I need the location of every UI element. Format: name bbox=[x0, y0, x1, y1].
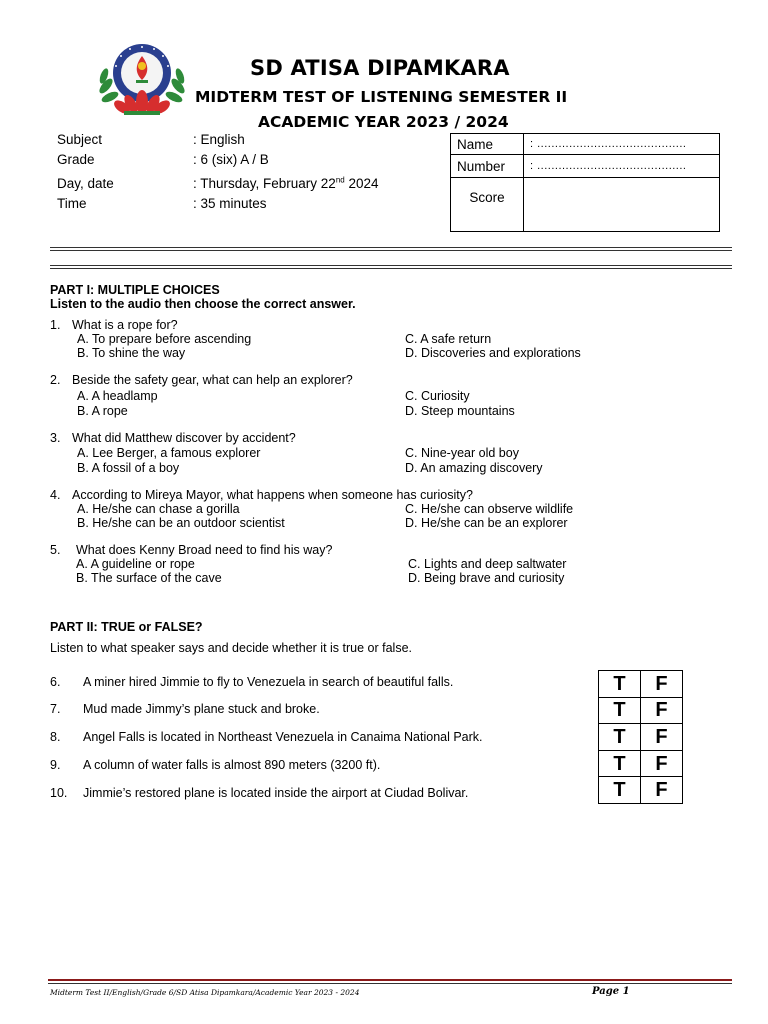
true-option[interactable]: T bbox=[599, 724, 641, 751]
option-a[interactable]: A. He/she can chase a gorilla bbox=[77, 502, 240, 516]
divider bbox=[50, 265, 732, 266]
statement-number: 6. bbox=[50, 675, 61, 689]
page-number: Page 1 bbox=[592, 986, 630, 997]
option-a[interactable]: A. Lee Berger, a famous explorer bbox=[77, 446, 261, 460]
statement-text: A miner hired Jimmie to fly to Venezuela in search of beautiful falls. bbox=[83, 675, 454, 689]
question-text: What did Matthew discover by accident? bbox=[72, 431, 296, 445]
true-option[interactable]: T bbox=[599, 697, 641, 724]
grade-label: Grade bbox=[57, 152, 95, 167]
test-title: MIDTERM TEST OF LISTENING SEMESTER II bbox=[195, 88, 568, 106]
academic-year: ACADEMIC YEAR 2023 / 2024 bbox=[258, 113, 509, 131]
option-b[interactable]: B. To shine the way bbox=[77, 346, 186, 360]
option-d[interactable]: D. He/she can be an explorer bbox=[405, 516, 568, 530]
option-d[interactable]: D. Discoveries and explorations bbox=[405, 346, 581, 360]
score-field[interactable] bbox=[524, 178, 720, 232]
statement-number: 7. bbox=[50, 702, 61, 716]
footer-divider bbox=[48, 983, 732, 984]
option-c[interactable]: C. Lights and deep saltwater bbox=[408, 557, 567, 571]
statement-number: 10. bbox=[50, 786, 68, 800]
option-b[interactable]: B. He/she can be an outdoor scientist bbox=[77, 516, 285, 530]
school-logo bbox=[96, 40, 188, 116]
number-field[interactable]: : .......................................... bbox=[524, 155, 720, 178]
number-label: Number bbox=[451, 155, 524, 178]
score-label: Score bbox=[451, 178, 524, 232]
option-d[interactable]: D. Being brave and curiosity bbox=[408, 571, 565, 585]
statement-text: A column of water falls is almost 890 meters (3200 ft). bbox=[83, 758, 381, 772]
time-value: : 35 minutes bbox=[193, 196, 267, 211]
option-c[interactable]: C. Nine-year old boy bbox=[405, 446, 519, 460]
option-a[interactable]: A. A headlamp bbox=[77, 389, 158, 403]
question-text: Beside the safety gear, what can help an explorer? bbox=[72, 373, 353, 387]
name-label: Name bbox=[451, 134, 524, 155]
false-option[interactable]: F bbox=[641, 750, 683, 777]
question-text: What does Kenny Broad need to find his way? bbox=[76, 543, 333, 557]
part2-instruction: Listen to what speaker says and decide whether it is true or false. bbox=[50, 641, 412, 655]
statement-number: 8. bbox=[50, 730, 61, 744]
true-option[interactable]: T bbox=[599, 777, 641, 804]
option-b[interactable]: B. A rope bbox=[77, 404, 128, 418]
question-number: 5. bbox=[50, 543, 61, 557]
question-number: 1. bbox=[50, 318, 61, 332]
option-b[interactable]: B. The surface of the cave bbox=[76, 571, 222, 585]
subject-label: Subject bbox=[57, 132, 103, 147]
statement-text: Mud made Jimmy’s plane stuck and broke. bbox=[83, 702, 320, 716]
statement-number: 9. bbox=[50, 758, 61, 772]
part1-title: PART I: MULTIPLE CHOICES bbox=[50, 283, 220, 297]
date-label: Day, date bbox=[57, 176, 114, 191]
option-a[interactable]: A. To prepare before ascending bbox=[77, 332, 252, 346]
time-label: Time bbox=[57, 196, 87, 211]
divider bbox=[50, 247, 732, 248]
part2-title: PART II: TRUE or FALSE? bbox=[50, 620, 203, 634]
footer-divider bbox=[48, 979, 732, 981]
school-name: SD ATISA DIPAMKARA bbox=[250, 56, 510, 80]
option-c[interactable]: C. He/she can observe wildlife bbox=[405, 502, 574, 516]
question-number: 2. bbox=[50, 373, 61, 387]
option-d[interactable]: D. An amazing discovery bbox=[405, 461, 543, 475]
option-c[interactable]: C. A safe return bbox=[405, 332, 492, 346]
true-option[interactable]: T bbox=[599, 671, 641, 698]
true-false-grid bbox=[598, 670, 683, 804]
option-a[interactable]: A. A guideline or rope bbox=[76, 557, 195, 571]
option-d[interactable]: D. Steep mountains bbox=[405, 404, 515, 418]
statement-text: Jimmie’s restored plane is located inside the airport at Ciudad Bolivar. bbox=[83, 786, 469, 800]
divider bbox=[50, 268, 732, 269]
question-number: 4. bbox=[50, 488, 61, 502]
question-number: 3. bbox=[50, 431, 61, 445]
false-option[interactable]: F bbox=[641, 671, 683, 698]
subject-value: : English bbox=[193, 132, 245, 147]
statement-text: Angel Falls is located in Northeast Venezuela in Canaima National Park. bbox=[83, 730, 483, 744]
question-text: According to Mireya Mayor, what happens when someone has curiosity? bbox=[72, 488, 473, 502]
question-text: What is a rope for? bbox=[72, 318, 178, 332]
false-option[interactable]: F bbox=[641, 777, 683, 804]
option-c[interactable]: C. Curiosity bbox=[405, 389, 470, 403]
option-b[interactable]: B. A fossil of a boy bbox=[77, 461, 180, 475]
date-value: : Thursday, February 22nd 2024 bbox=[193, 175, 379, 191]
grade-value: : 6 (six) A / B bbox=[193, 152, 269, 167]
divider bbox=[50, 250, 732, 251]
false-option[interactable]: F bbox=[641, 697, 683, 724]
student-id-box bbox=[450, 133, 720, 232]
false-option[interactable]: F bbox=[641, 724, 683, 751]
true-option[interactable]: T bbox=[599, 750, 641, 777]
footer-text: Midterm Test II/English/Grade 6/SD Atisa Dipamkara/Academic Year 2023 - 2024 bbox=[50, 988, 360, 997]
name-field[interactable]: : .......................................... bbox=[524, 134, 720, 155]
part1-instruction: Listen to the audio then choose the correct answer. bbox=[50, 297, 356, 311]
